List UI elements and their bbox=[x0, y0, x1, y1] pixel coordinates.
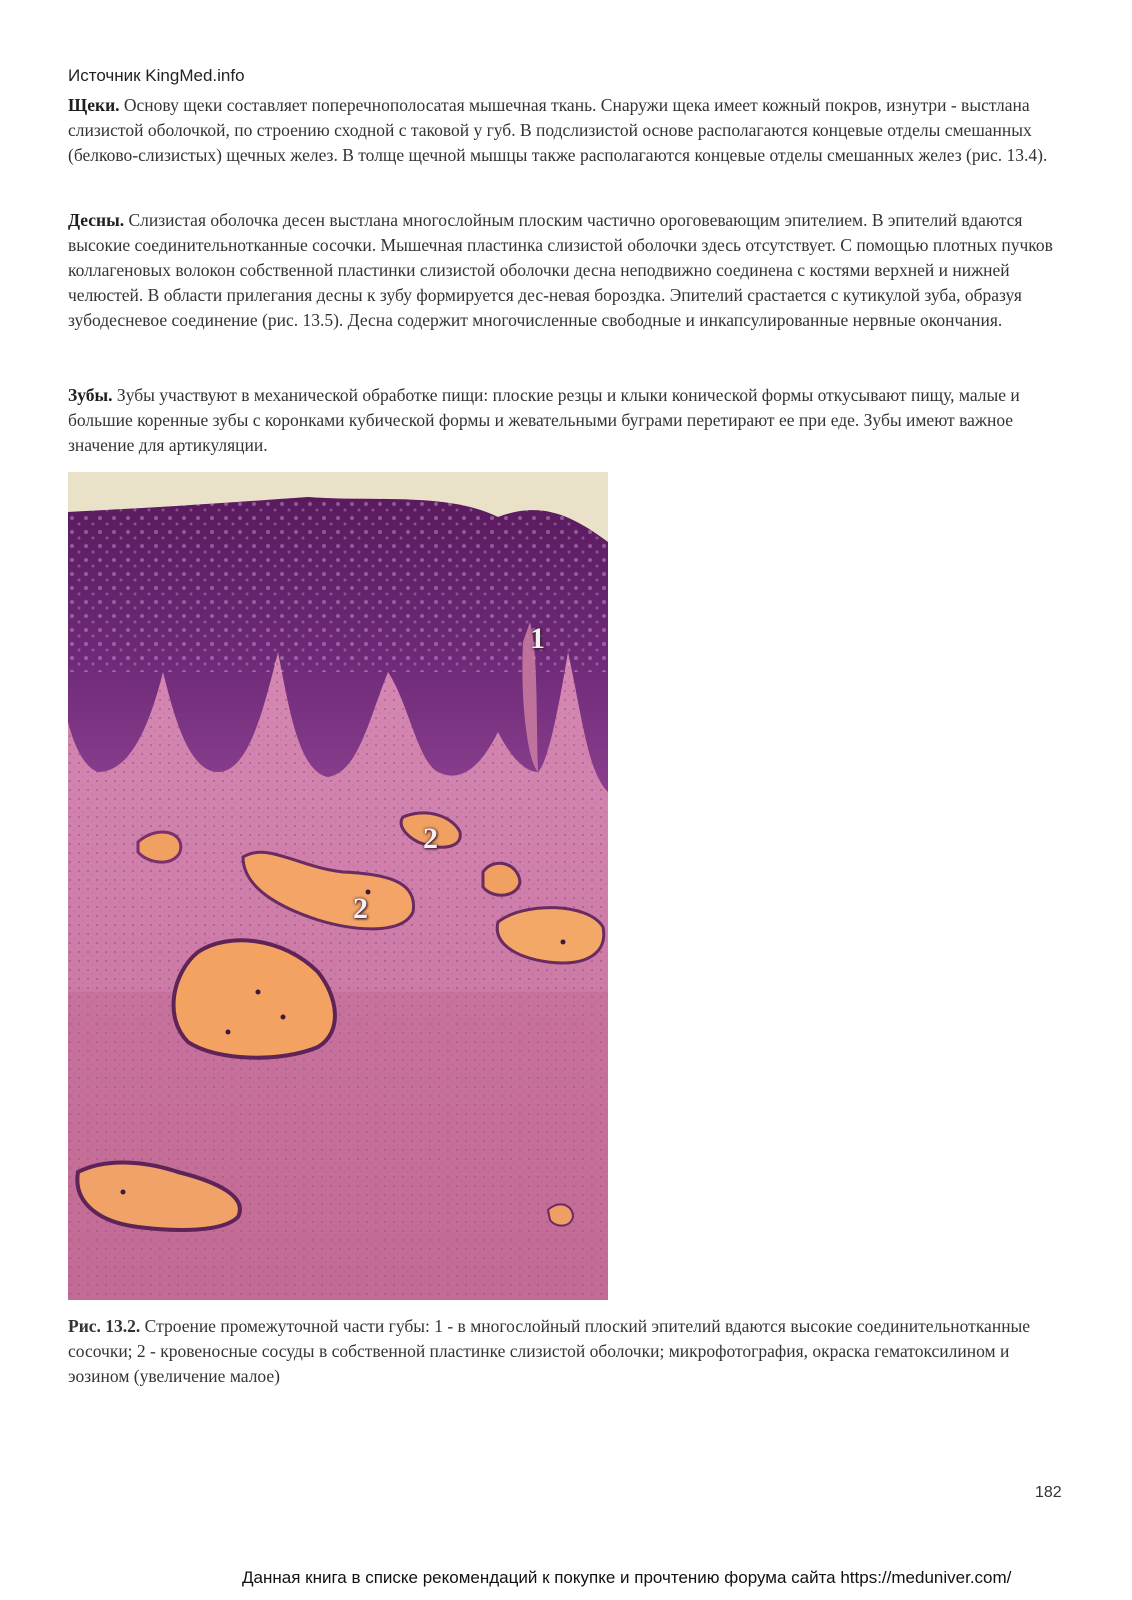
source-line: Источник KingMed.info bbox=[68, 66, 245, 85]
micrograph-figure bbox=[68, 472, 608, 1300]
figure-label-1: 1 bbox=[530, 622, 545, 655]
section-text: Зубы участвуют в механической обработке пищи: плоские резцы и клыки конической формы откусывают пищу, малые и большие коренные зубы с коронками кубической формы и жевательными буграми перетирают ее при еде. Зубы имеют важное значение для артикуляции. bbox=[68, 385, 1020, 455]
caption-text: Строение промежуточной части губы: 1 - в многослойный плоский эпителий вдаются высокие соединительнотканные сосочки; 2 - кровеносные сосуды в собственной пластинке слизистой оболочки; микрофотография, окраска гематоксилином и эозином (увеличение малое) bbox=[68, 1316, 1031, 1386]
section-text: Основу щеки составляет поперечнополосатая мышечная ткань. Снаружи щека имеет кожный покров, изнутри - выстлана слизистой оболочкой, по строению сходной с таковой у губ. В подслизистой основе располагаются концевые отделы смешанных (белково-слизистых) щечных желез. В толще щечной мышцы также располагаются концевые отделы смешанных желез (рис. 13.4). bbox=[68, 95, 1048, 165]
page-number: 182 bbox=[1035, 1484, 1062, 1501]
footer-note: Данная книга в списке рекомендаций к покупке и прочтению форума сайта https://meduniver.com/ bbox=[242, 1568, 1012, 1587]
figure-label-2b: 2 bbox=[353, 892, 368, 925]
section-heading: Щеки. bbox=[68, 95, 120, 115]
section-heading: Зубы. bbox=[68, 385, 113, 405]
figure-caption bbox=[68, 1314, 1068, 1389]
section-teeth bbox=[68, 383, 1068, 458]
section-cheeks bbox=[68, 93, 1068, 168]
section-gums bbox=[68, 208, 1068, 333]
section-heading: Десны. bbox=[68, 210, 125, 230]
section-text: Слизистая оболочка десен выстлана многослойным плоским частично ороговевающим эпителием. В эпителий вдаются высокие соединительнотканные сосочки. Мышечная пластинка слизистой оболочки здесь отсутствует. С помощью плотных пучков коллагеновых волокон собственной пластинки слизистой оболочки десна неподвижно соединена с костями верхней и нижней челюстей. В области прилегания десны к зубу формируется дес-невая бороздка. Эпителий срастается с кутикулой зуба, образуя зубодесневое соединение (рис. 13.5). Десна содержит многочисленные свободные и инкапсулированные нервные окончания. bbox=[68, 210, 1053, 330]
caption-label: Рис. 13.2. bbox=[68, 1316, 141, 1336]
micrograph-image bbox=[68, 472, 608, 1300]
figure-label-2a: 2 bbox=[423, 822, 438, 855]
